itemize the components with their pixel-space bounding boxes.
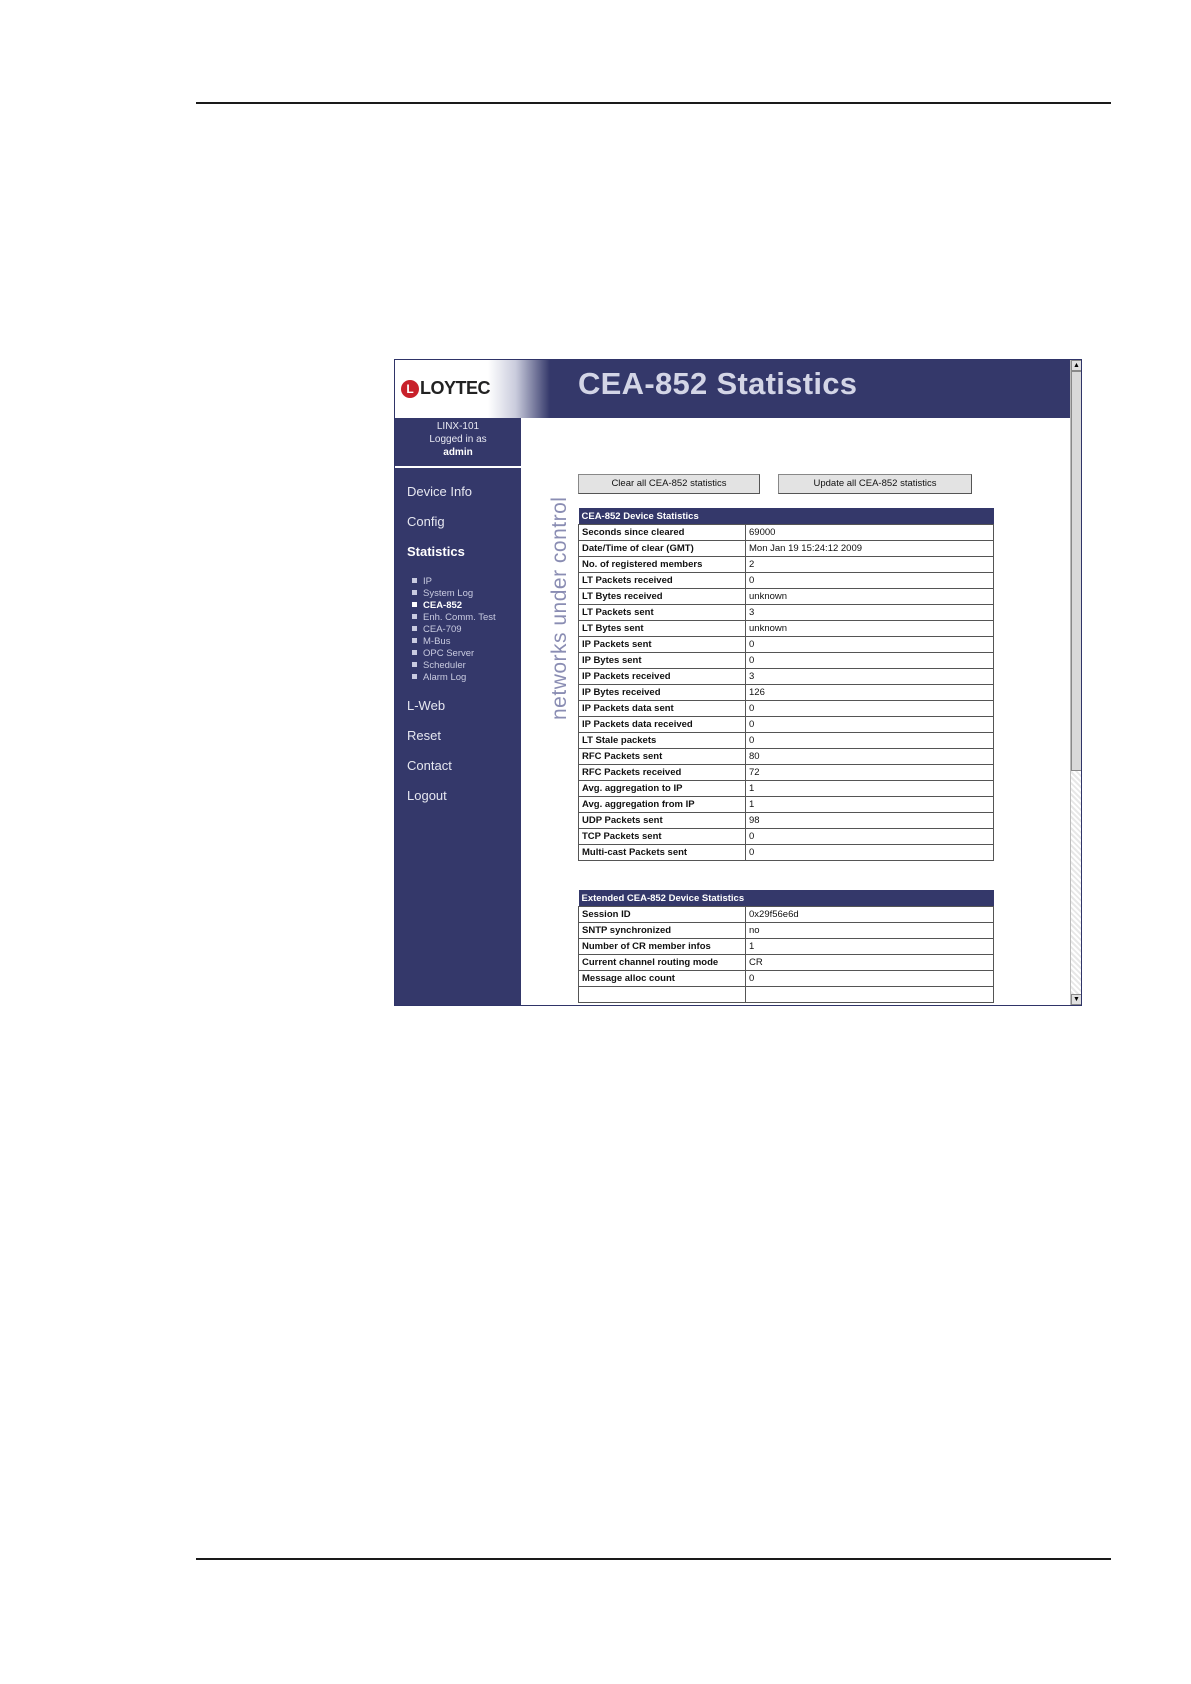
vertical-scrollbar[interactable] (1070, 360, 1082, 1005)
nav-l-web[interactable]: L-Web (407, 698, 446, 713)
stat-value: 98 (746, 813, 994, 829)
bullet-icon (412, 674, 417, 679)
nav-sub-opc-server[interactable] (412, 648, 474, 659)
scroll-thumb[interactable] (1071, 371, 1082, 771)
table-row (579, 717, 994, 733)
login-user: admin (443, 447, 473, 458)
stat-label: Multi-cast Packets sent (579, 845, 746, 861)
page-header (395, 360, 1070, 418)
table-row (579, 781, 994, 797)
stat-value: 1 (746, 781, 994, 797)
nav-sub-cea-709[interactable] (412, 624, 462, 635)
bullet-icon (412, 602, 417, 607)
stat-value: 0 (746, 717, 994, 733)
stat-value: 72 (746, 765, 994, 781)
stat-label: LT Bytes received (579, 589, 746, 605)
table-row (579, 939, 994, 955)
table-row (579, 525, 994, 541)
nav-sub-label: OPC Server (423, 648, 475, 659)
table-row (579, 955, 994, 971)
bullet-icon (412, 578, 417, 583)
logo-text: LOYTEC (420, 378, 491, 398)
nav-reset[interactable]: Reset (407, 728, 441, 743)
nav-statistics[interactable]: Statistics (407, 544, 465, 559)
bullet-icon (412, 626, 417, 631)
stat-value: 0x29f56e6d (746, 907, 994, 923)
stat-value: Mon Jan 19 15:24:12 2009 (746, 541, 994, 557)
stat-label: RFC Packets sent (579, 749, 746, 765)
stat-label: Date/Time of clear (GMT) (579, 541, 746, 557)
stat-label: IP Bytes sent (579, 653, 746, 669)
stat-label: Message alloc count (579, 971, 746, 987)
nav-sub-alarm-log[interactable] (412, 672, 466, 683)
table-row (579, 605, 994, 621)
nav-sub-label: CEA-709 (423, 624, 462, 635)
device-statistics-table (578, 508, 994, 861)
nav-contact[interactable]: Contact (407, 758, 452, 773)
clear-statistics-button[interactable]: Clear all CEA-852 statistics (578, 474, 760, 494)
table-row (579, 971, 994, 987)
nav-sub-label: Scheduler (423, 660, 466, 671)
stat-value: 3 (746, 669, 994, 685)
loytec-logo[interactable] (395, 360, 550, 418)
stat-value: 2 (746, 557, 994, 573)
login-status: Logged in as (429, 434, 487, 445)
top-rule (196, 102, 1111, 104)
stat-label: IP Bytes received (579, 685, 746, 701)
nav-sub-label: Alarm Log (423, 672, 467, 683)
table-row (579, 797, 994, 813)
stat-label (579, 987, 746, 1003)
nav-logout[interactable]: Logout (407, 788, 447, 803)
stat-label: LT Bytes sent (579, 621, 746, 637)
stat-value: 0 (746, 845, 994, 861)
stat-value: unknown (746, 621, 994, 637)
stat-label: UDP Packets sent (579, 813, 746, 829)
table-title: Extended CEA-852 Device Statistics (579, 890, 994, 907)
table-row (579, 653, 994, 669)
sidebar (395, 418, 521, 1006)
bullet-icon (412, 662, 417, 667)
scroll-down-icon[interactable]: ▼ (1071, 994, 1082, 1005)
table-row (579, 845, 994, 861)
bullet-icon (412, 650, 417, 655)
browser-screenshot (394, 359, 1082, 1006)
stat-label: Number of CR member infos (579, 939, 746, 955)
table-row (579, 685, 994, 701)
tagline (524, 475, 571, 720)
stat-label: LT Packets sent (579, 605, 746, 621)
stat-value: 126 (746, 685, 994, 701)
update-statistics-button[interactable]: Update all CEA-852 statistics (778, 474, 972, 494)
stat-value: 0 (746, 829, 994, 845)
table-row (579, 557, 994, 573)
page-title: CEA-852 Statistics (578, 366, 858, 401)
stat-label: RFC Packets received (579, 765, 746, 781)
table-row (579, 589, 994, 605)
table-row (579, 733, 994, 749)
nav-sub-label: IP (423, 576, 432, 587)
nav-sub-system-log[interactable] (412, 588, 473, 599)
stat-value: unknown (746, 589, 994, 605)
stat-value: 80 (746, 749, 994, 765)
table-row (579, 541, 994, 557)
bottom-rule (196, 1558, 1111, 1560)
stat-label: LT Packets received (579, 573, 746, 589)
table-row (579, 637, 994, 653)
table-row (579, 987, 994, 1003)
stat-label: Current channel routing mode (579, 955, 746, 971)
stat-label: LT Stale packets (579, 733, 746, 749)
stat-label: IP Packets data sent (579, 701, 746, 717)
table-row (579, 573, 994, 589)
stat-value: CR (746, 955, 994, 971)
stat-label: Avg. aggregation from IP (579, 797, 746, 813)
stat-label: Avg. aggregation to IP (579, 781, 746, 797)
bullet-icon (412, 614, 417, 619)
bullet-icon (412, 590, 417, 595)
stat-label: Seconds since cleared (579, 525, 746, 541)
table-row (579, 669, 994, 685)
bullet-icon (412, 638, 417, 643)
stat-label: IP Packets data received (579, 717, 746, 733)
table-row (579, 907, 994, 923)
nav-sub-label: System Log (423, 588, 474, 599)
table-row (579, 923, 994, 939)
stat-value: 3 (746, 605, 994, 621)
stat-value: 0 (746, 701, 994, 717)
nav-device-info[interactable]: Device Info (407, 484, 473, 499)
stat-value: 0 (746, 637, 994, 653)
nav-sub-label: CEA-852 (423, 600, 463, 611)
login-info (395, 418, 521, 466)
stat-label: Session ID (579, 907, 746, 923)
nav-sub-enh-comm-test[interactable] (412, 612, 496, 623)
device-name: LINX-101 (436, 421, 480, 432)
stat-value (746, 987, 994, 1003)
table-row (579, 829, 994, 845)
tagline-text: networks under control (548, 496, 571, 720)
stat-value: 1 (746, 797, 994, 813)
table-row (579, 621, 994, 637)
stat-value: 0 (746, 971, 994, 987)
nav-sub-m-bus[interactable] (412, 636, 450, 647)
nav-sub-ip[interactable] (412, 576, 432, 587)
table-title: CEA-852 Device Statistics (579, 508, 994, 525)
table-row (579, 749, 994, 765)
nav-sub-scheduler[interactable] (412, 660, 466, 671)
nav-sub-label: Enh. Comm. Test (423, 612, 496, 623)
scroll-up-icon[interactable]: ▲ (1071, 360, 1082, 371)
table-row (579, 765, 994, 781)
stat-value: 0 (746, 733, 994, 749)
divider (395, 466, 521, 468)
stat-label: TCP Packets sent (579, 829, 746, 845)
logo-mark-icon: L (401, 380, 419, 398)
stat-label: IP Packets sent (579, 637, 746, 653)
nav-sub-label: M-Bus (423, 636, 451, 647)
stat-value: 0 (746, 653, 994, 669)
stat-label: No. of registered members (579, 557, 746, 573)
stat-value: 69000 (746, 525, 994, 541)
table-row (579, 701, 994, 717)
stat-label: SNTP synchronized (579, 923, 746, 939)
stat-value: 1 (746, 939, 994, 955)
stat-label: IP Packets received (579, 669, 746, 685)
stat-value: no (746, 923, 994, 939)
nav-config[interactable]: Config (407, 514, 445, 529)
extended-statistics-table (578, 890, 994, 1003)
table-row (579, 813, 994, 829)
nav-sub-cea-852[interactable] (412, 600, 462, 611)
stat-value: 0 (746, 573, 994, 589)
